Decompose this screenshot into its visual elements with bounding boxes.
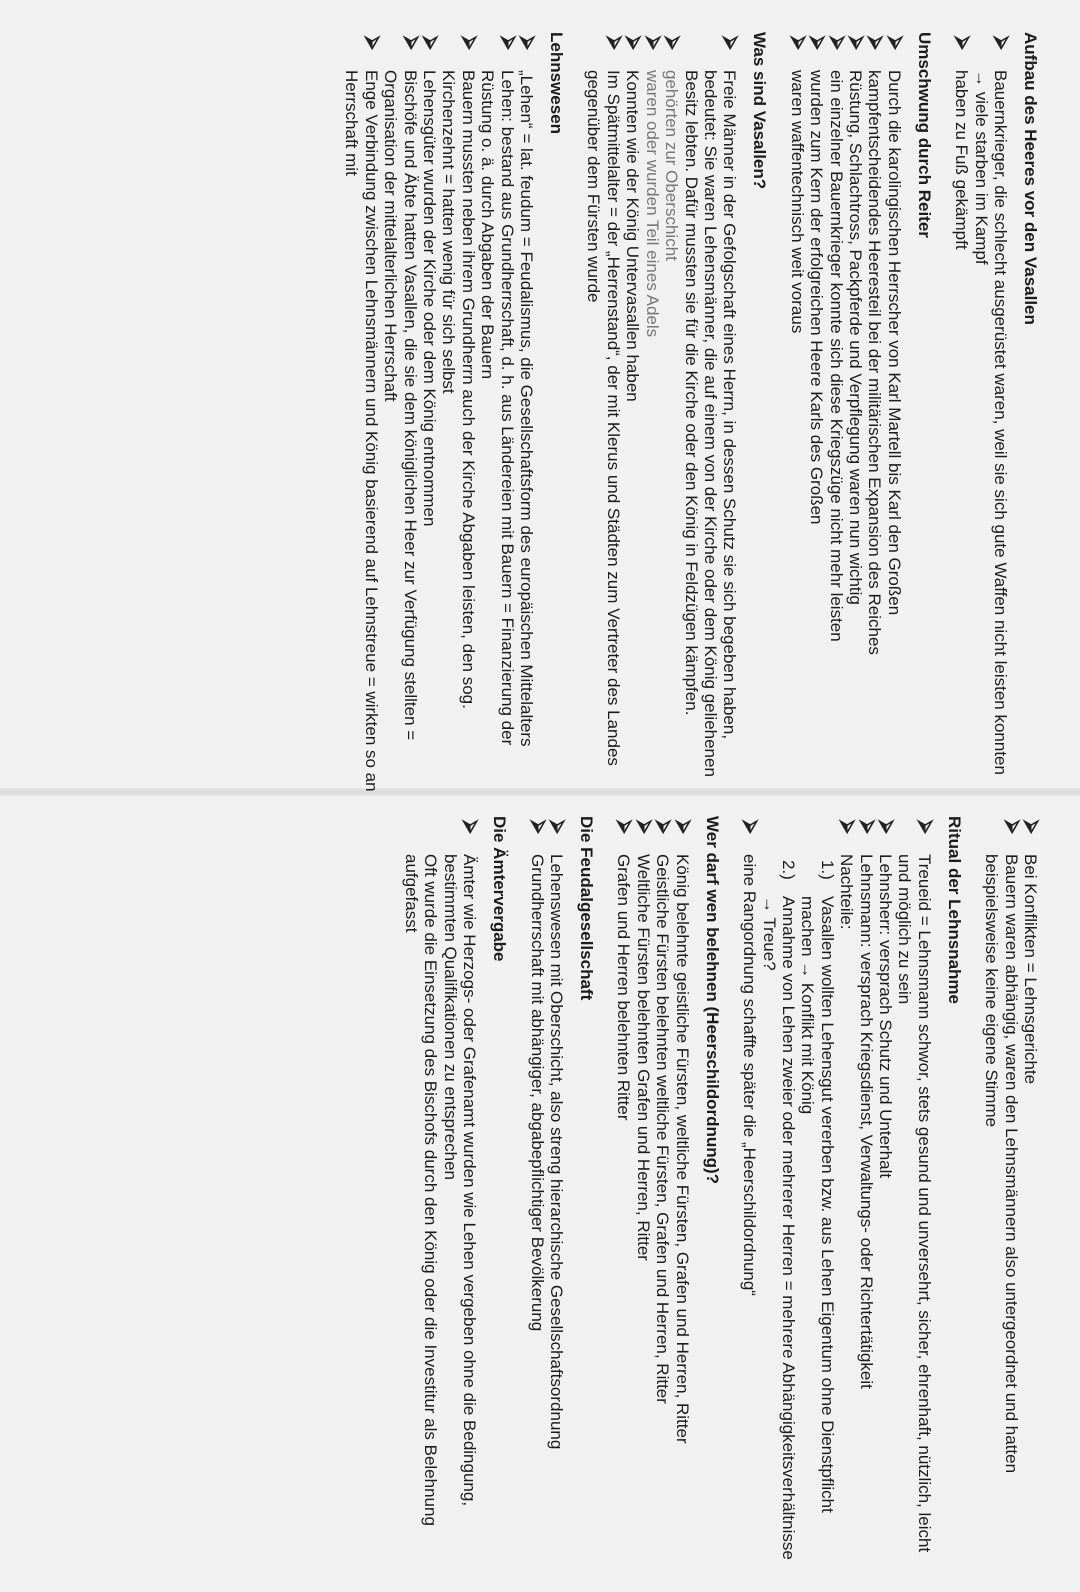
list-item: ⮚ Durch die karolingischen Herrscher von Karl Martell bis Karl den Großen xyxy=(884,36,906,616)
list-item: ⮚ Im Spätmittelalter = der „Herrenstand“, der mit Klerus und Städten zum Vertreter des Landes gegenüber dem Fürsten wurde xyxy=(584,36,625,766)
check-arrow-icon: ⮚ xyxy=(837,820,859,834)
list-item: ⮚ Rüstung, Schlachtross, Packpferde und Verpflegung waren nun wichtig xyxy=(845,36,867,605)
check-arrow-icon: ⮚ xyxy=(623,36,645,50)
check-arrow-icon: ⮚ xyxy=(642,36,664,50)
numbered-item: 2.) Annahme von Lehen zweier oder mehrerer Herren = mehrere Abhängigkeitsverhältnisse → Treue? xyxy=(759,860,798,1560)
numbered-item: 1.) Vasallen wollten Lehensgut vererben bzw. aus Lehen Eigentum ohne Dienstpflicht machen → Konflikt mit König xyxy=(798,860,837,1513)
section-lehnswesen xyxy=(342,32,566,792)
list-item: ⮚ Bischöfe und Äbte hatten Vasallen, die sie dem königlichen Heer zur Verfügung stellten = Organisation der mittelalterlichen Herrschaft xyxy=(381,36,422,741)
heading-ritual: Ritual der Lehnsnahme xyxy=(944,816,964,1004)
list-item: ⮚ Lehensgüter wurden der Kirche oder dem König entnommen xyxy=(420,36,442,527)
list-item: ⮚ Ämter wie Herzogs- oder Grafenamt wurden wie Lehen vergeben ohne die Bedingung, bestimmten Qualifikationen zu entsprechen Oft wurde die Einsetzung des Bischofs durch den König oder die Investitur als Belehnung aufgefasst xyxy=(402,820,482,1526)
heading-feudal: Die Feudalgesellschaft xyxy=(577,816,597,1001)
check-arrow-icon: ⮚ xyxy=(614,820,636,834)
section-vasallen xyxy=(584,32,769,792)
drawbacks-list xyxy=(759,854,837,1576)
check-arrow-icon: ⮚ xyxy=(914,820,936,834)
list-item: ⮚ Lehnsherr: versprach Schutz und Unterhalt xyxy=(875,820,897,1179)
check-arrow-icon: ⮚ xyxy=(865,36,887,50)
list-item: ⮚ Lehnsmann: versprach Kriegsdienst, Verwaltungs- oder Richtertätigkeit xyxy=(856,820,878,1389)
list-item: ⮚ eine Rangordnung schaffte später die „Heerschildordnung“ xyxy=(740,820,762,1296)
check-arrow-icon: ⮚ xyxy=(875,820,897,834)
section-intro xyxy=(982,816,1040,1576)
list-item: ⮚ König belehnte geistliche Fürsten, weltliche Fürsten, Grafen und Herren, Ritter xyxy=(672,820,694,1444)
check-arrow-icon: ⮚ xyxy=(517,36,539,50)
check-arrow-icon: ⮚ xyxy=(662,36,684,50)
check-arrow-icon: ⮚ xyxy=(1021,820,1042,834)
heading-aemter: Die Ämtervergabe xyxy=(490,816,510,962)
section-aufbau xyxy=(952,32,1040,792)
aemter-continuation: Oft wurde die Einsetzung des Bischofs durch den König oder die Investitur als Belehnung aufgefasst xyxy=(402,854,441,1526)
check-arrow-icon: ⮚ xyxy=(420,36,442,50)
check-arrow-icon: ⮚ xyxy=(361,36,383,50)
check-arrow-icon: ⮚ xyxy=(720,36,742,50)
list-item: ⮚ waren waffentechnisch weit voraus xyxy=(787,36,809,334)
list-item: ⮚ Enge Verbindung zwischen Lehnsmännern und König basierend auf Lehnstreue = wirkten so an Herrschaft mit xyxy=(342,36,383,792)
list-item: ⮚ Freie Männer in der Gefolgschaft eines Herrn, in dessen Schutz sie sich begeben haben, bedeutet: Sie waren Lehensmänner, die auf einem von der Kirche oder dem König geliehenen Besitz lebten. Dafür mussten sie für die Kirche oder den König in Feldzügen kämpfen. xyxy=(681,36,742,777)
section-ritual xyxy=(740,816,964,1576)
list-item: ⮚ Lehen: bestand aus Grundherrschaft, d. h. aus Ländereien mit Bauern = Finanzierung der Rüstung o. ä. durch Abgaben der Bauern xyxy=(478,36,519,746)
list-item: ⮚ Weltliche Fürsten belehnten Grafen und Herren, Ritter xyxy=(633,820,655,1261)
list-item: ⮚ ein einzelner Bauernkrieger konnte sich diese Kriegszüge nicht mehr leisten xyxy=(826,36,848,642)
list-item: ⮚ Bauern waren abhängig, waren den Lehnsmännern also untergeordnet und hatten beispielsweise keine eigene Stimme xyxy=(982,820,1023,1474)
list-item: ⮚ Bei Konflikten = Lehnsgerichte xyxy=(1021,820,1042,1085)
heading-heerschild: Wer darf wen belehnen (Heerschildordnung)? xyxy=(702,816,722,1185)
list-item: ⮚ Bauernkrieger, die schlecht ausgerüstet waren, weil sie sich gute Waffen nicht leisten konnten → viele starben im Kampf xyxy=(971,36,1012,775)
check-arrow-icon: ⮚ xyxy=(991,36,1012,50)
check-arrow-icon: ⮚ xyxy=(672,820,694,834)
heading-aufbau: Aufbau des Heeres vor den Vasallen xyxy=(1021,32,1040,325)
check-arrow-icon: ⮚ xyxy=(856,820,878,834)
list-item: ⮚ Grundherrschaft mit abhängiger, abgabepflichtiger Bevölkerung xyxy=(527,820,549,1332)
list-item: ⮚ „Lehen“ = lat. feudum = Feudalismus, die Gesellschaftsform des europäischen Mittelalters xyxy=(517,36,539,747)
check-arrow-icon: ⮚ xyxy=(884,36,906,50)
list-item: ⮚ kampfentscheidendes Heeresteil bei der militärischen Expansion des Reiches xyxy=(865,36,887,655)
heading-lehnswesen: Lehnswesen xyxy=(547,32,567,135)
list-item: ⮚ Bauern mussten neben ihrem Grundherrn auch der Kirche Abgaben leisten, den sog. Kirchenzehnt = hatten wenig für sich selbst xyxy=(439,36,480,709)
check-arrow-icon: ⮚ xyxy=(740,820,762,834)
check-arrow-icon: ⮚ xyxy=(826,36,848,50)
heading-umschwung: Umschwung durch Reiter xyxy=(914,32,934,238)
heading-vasallen: Was sind Vasallen? xyxy=(750,32,770,190)
check-arrow-icon: ⮚ xyxy=(458,36,480,50)
list-item: ⮚ Geistliche Fürsten belehnten weltliche Fürsten, Grafen und Herren, Ritter xyxy=(653,820,675,1404)
check-arrow-icon: ⮚ xyxy=(400,36,422,50)
list-item: ⮚ Nachteile: 1.) Vasallen wollten Lehensgut vererben bzw. aus Lehen Eigentum ohne Dienstpflicht machen → Konflikt mit König 2.) Annahme von Lehen zweier oder mehrerer Herren = mehrere Abhängigkeitsverhältnisse → Treue? xyxy=(759,816,856,1576)
list-item: ⮚ haben zu Fuß gekämpft xyxy=(952,36,974,250)
check-arrow-icon: ⮚ xyxy=(603,36,625,50)
check-arrow-icon: ⮚ xyxy=(497,36,519,50)
list-item: ⮚ Grafen und Herren belehnten Ritter xyxy=(614,820,636,1121)
check-arrow-icon: ⮚ xyxy=(547,820,569,834)
check-arrow-icon: ⮚ xyxy=(845,36,867,50)
check-arrow-icon: ⮚ xyxy=(653,820,675,834)
page-right xyxy=(10,816,1040,1576)
list-item: ⮚ Konnten wie der König Untervasallen haben xyxy=(623,36,645,402)
check-arrow-icon: ⮚ xyxy=(460,820,482,834)
check-arrow-icon: ⮚ xyxy=(952,36,974,50)
check-arrow-icon: ⮚ xyxy=(633,820,655,834)
list-item: ⮚ waren oder wurden Teil eines Adels xyxy=(642,36,664,338)
check-arrow-icon: ⮚ xyxy=(527,820,549,834)
section-heerschild xyxy=(614,816,722,1576)
check-arrow-icon: ⮚ xyxy=(787,36,809,50)
page-left xyxy=(10,32,1040,792)
list-item: ⮚ gehörten zur Oberschicht xyxy=(662,36,684,261)
check-arrow-icon: ⮚ xyxy=(1001,820,1023,834)
list-item: ⮚ wurden zum Kern der erfolgreichen Heere Karls des Großen xyxy=(807,36,829,525)
section-umschwung xyxy=(787,32,933,792)
section-feudal xyxy=(527,816,596,1576)
check-arrow-icon: ⮚ xyxy=(807,36,829,50)
section-aemter xyxy=(402,816,510,1576)
list-item: ⮚ Treueid = Lehnsmann schwor, stets gesund und unversehrt, sicher, ehrenhaft, nützlich, leicht und möglich zu sein xyxy=(895,820,936,1553)
list-item: ⮚ Lehenswesen mit Oberschicht, also streng hierarchische Gesellschaftsordnung xyxy=(547,820,569,1450)
